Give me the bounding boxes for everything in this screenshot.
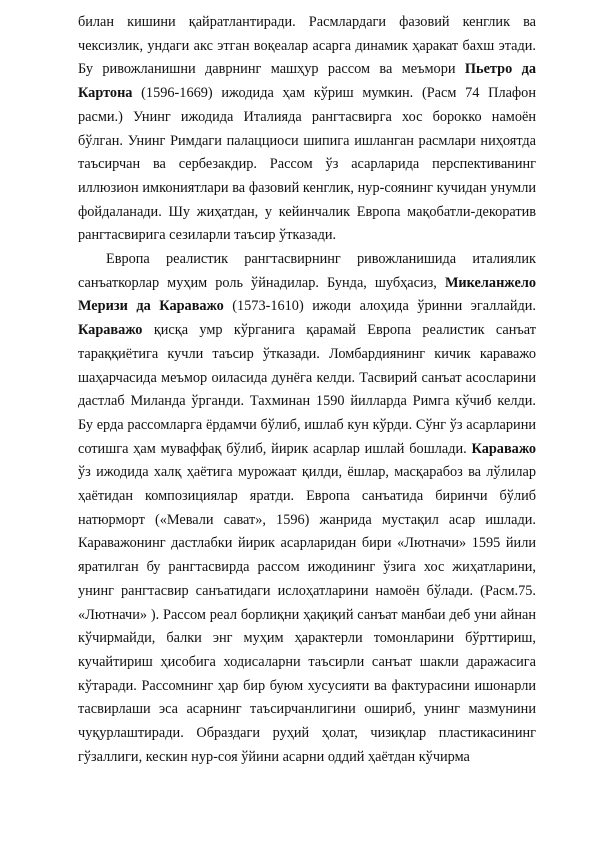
paragraph-1 — [78, 11, 536, 248]
bold-name-caravaggio: Караважо — [78, 322, 143, 339]
paragraph-text: (1573-1610) ижоди алоҳида ўринни эгаллайди. — [223, 298, 536, 315]
paragraph-2 — [78, 248, 536, 769]
paragraph-text: билан кишини қайратлантиради. Расмлардаги фазовий кенглик ва чексизлик, ундаги акс этган воқеалар асарга динамик ҳаракат бахш этади. Бу ривожланишни даврнинг машҳур рассом ва меъмори — [78, 14, 536, 78]
paragraph-text: Европа реалистик рангтасвирнинг ривожланишида италиялик санъаткорлар муҳим роль ўйнадилар. Бунда, шубҳасиз, — [78, 251, 536, 291]
document-page — [78, 11, 536, 770]
paragraph-text: ўз ижодида халқ ҳаётига мурожаат қилди, ёшлар, масқарабоз ва лўлилар ҳаётидан композициялар яратди. Европа санъатида биринчи бўлиб натюрморт («Мевали сават», 1596) жанрида мустақил асар ишлади. Караважонинг дастлабки йирик асарларидан бири «Лютначи» 1595 йили яратилган бу рангтасвирда рассом ижодининг ўзига хос жиҳатларини, унинг рангтасвир санъатидаги ислоҳатларини намоён бўлади. (Расм.75. «Лютначи» ). Рассом реал борлиқни ҳақиқий санъат манбаи деб уни айнан кўчирмайди, балки энг муҳим ҳарактерли томонларини бўрттириш, кучайтириш ҳисобига ходисаларни таъсирли санъат шакли даражасига кўтаради. Рассомнинг ҳар бир буюм хусусияти ва фактурасини ишонарли тасвирлаши эса асарнинг таъсирчанлигини ошириб, унинг мазмунини чуқурлаштиради. Образдаги руҳий ҳолат, чизиқлар пластикасининг гўзаллиги, кескин нур-соя ўйини асарни оддий ҳаётдан кўчирма — [78, 464, 536, 765]
paragraph-text: қисқа умр кўрганига қарамай Европа реалистик санъат тараққиётига кучли таъсир ўтказади. Ломбардиянинг кичик караважо шаҳарчасида меъмор оиласида дунёга келди. Тасвирий санъат асосларини дастлаб Миланда ўрганди. Тахминан 1590 йилларда Римга кўчиб келди. Бу ерда рассомларга ёрдамчи бўлиб, ишлаб кун кўрди. Сўнг ўз асарларини сотишга ҳам муваффақ бўлиб, йирик асарлар ишлай бошлади. — [78, 322, 536, 457]
bold-name-caravaggio-full: Микеланжело Меризи да Караважо — [78, 274, 536, 315]
bold-name-pietro-da-cortona: Пьетро да Картона — [78, 61, 536, 102]
bold-name-caravaggio: Караважо — [471, 440, 536, 457]
paragraph-text: (1596-1669) ижодида ҳам кўриш мумкин. (Расм 74 Плафон расми.) Унинг ижодида Италияда рангтасвирга хос борокко намоён бўлган. Унинг Римдаги палацциоси шипига ишланган расмлари ниҳоятда таъсирчан ва сербезакдир. Рассом ўз асарларида перспективанинг иллюзион имкониятлари ва фазовий кенглик, нур-соянинг кучидан унумли фойдаланади. Шу жиҳатдан, у кейинчалик Европа мақобатли-декоратив рангтасвирига сезиларли таъсир ўтказади. — [78, 85, 536, 244]
